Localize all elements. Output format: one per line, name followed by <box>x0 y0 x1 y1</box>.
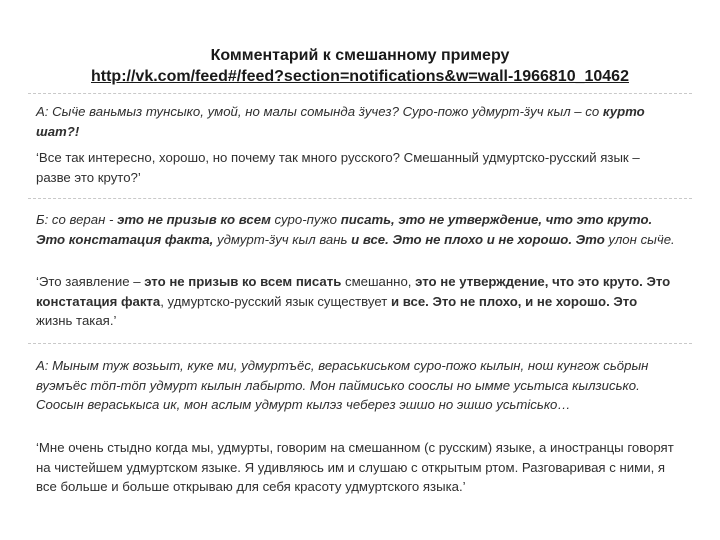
russian-translation-a: ‘Все так интересно, хорошо, но почему так много русского? Смешанный удмуртско-русский язык – разве это круто?’ <box>36 150 640 185</box>
russian-translation-b: ‘Это заявление – это не призыв ко всем писать смешанно, это не утверждение, что это круто. Это констатация факта, удмуртско-русский язык существует и все. Это не плохо, и не хорошо. Это жизнь такая.’ <box>36 274 671 328</box>
udmurt-text-c: А: Мыным туж возьыт, куке ми, удмуртъёс, вераськиськом суро-пожо кылын, нош кунгож сьӧрын вуэмъёс тӧп-тӧп удмурт кылын лабырто. Мон паймиськo сооcлы но ымме усьтыса кылзиськo. Соосын вераськыса ик, мон аслым удмурт кылэз чеберез эшшо но эшшо усьтiськo… <box>36 358 649 412</box>
udmurt-text-b: Б: со веран - это не призыв ко всем суро-пужо писать, это не утверждение, что это круто. Это констатация факта, удмурт-ӟуч кыл вань и все. Это не плохо и не хорошо. Это улон сыӵе. <box>36 212 675 247</box>
slide-title: Комментарий к смешанному примеру <box>210 47 510 64</box>
separator <box>28 198 692 200</box>
source-link[interactable]: http://vk.com/feed#/feed?section=notifications&w=wall-1966810_10462 <box>91 68 629 85</box>
separator <box>28 93 692 95</box>
udmurt-text-a: А: Сыӵе ваньмыз тунсыко, умой, но малы сомында ӟучез? Суро-пожо удмурт-ӟуч кыл – со курто шат?! <box>36 104 645 139</box>
source-link-line <box>0 68 720 86</box>
russian-translation-c: ‘Мне очень стыдно когда мы, удмурты, говорим на смешанном (с русским) языке, а иностранцы говорят на чистейшем удмуртском языке. Я удивляюсь им и слушаю с открытым ртом. Разговаривая с ними, я все больше и больше открываю для себя красоту удмуртского языка.’ <box>36 440 674 494</box>
separator <box>28 343 692 345</box>
